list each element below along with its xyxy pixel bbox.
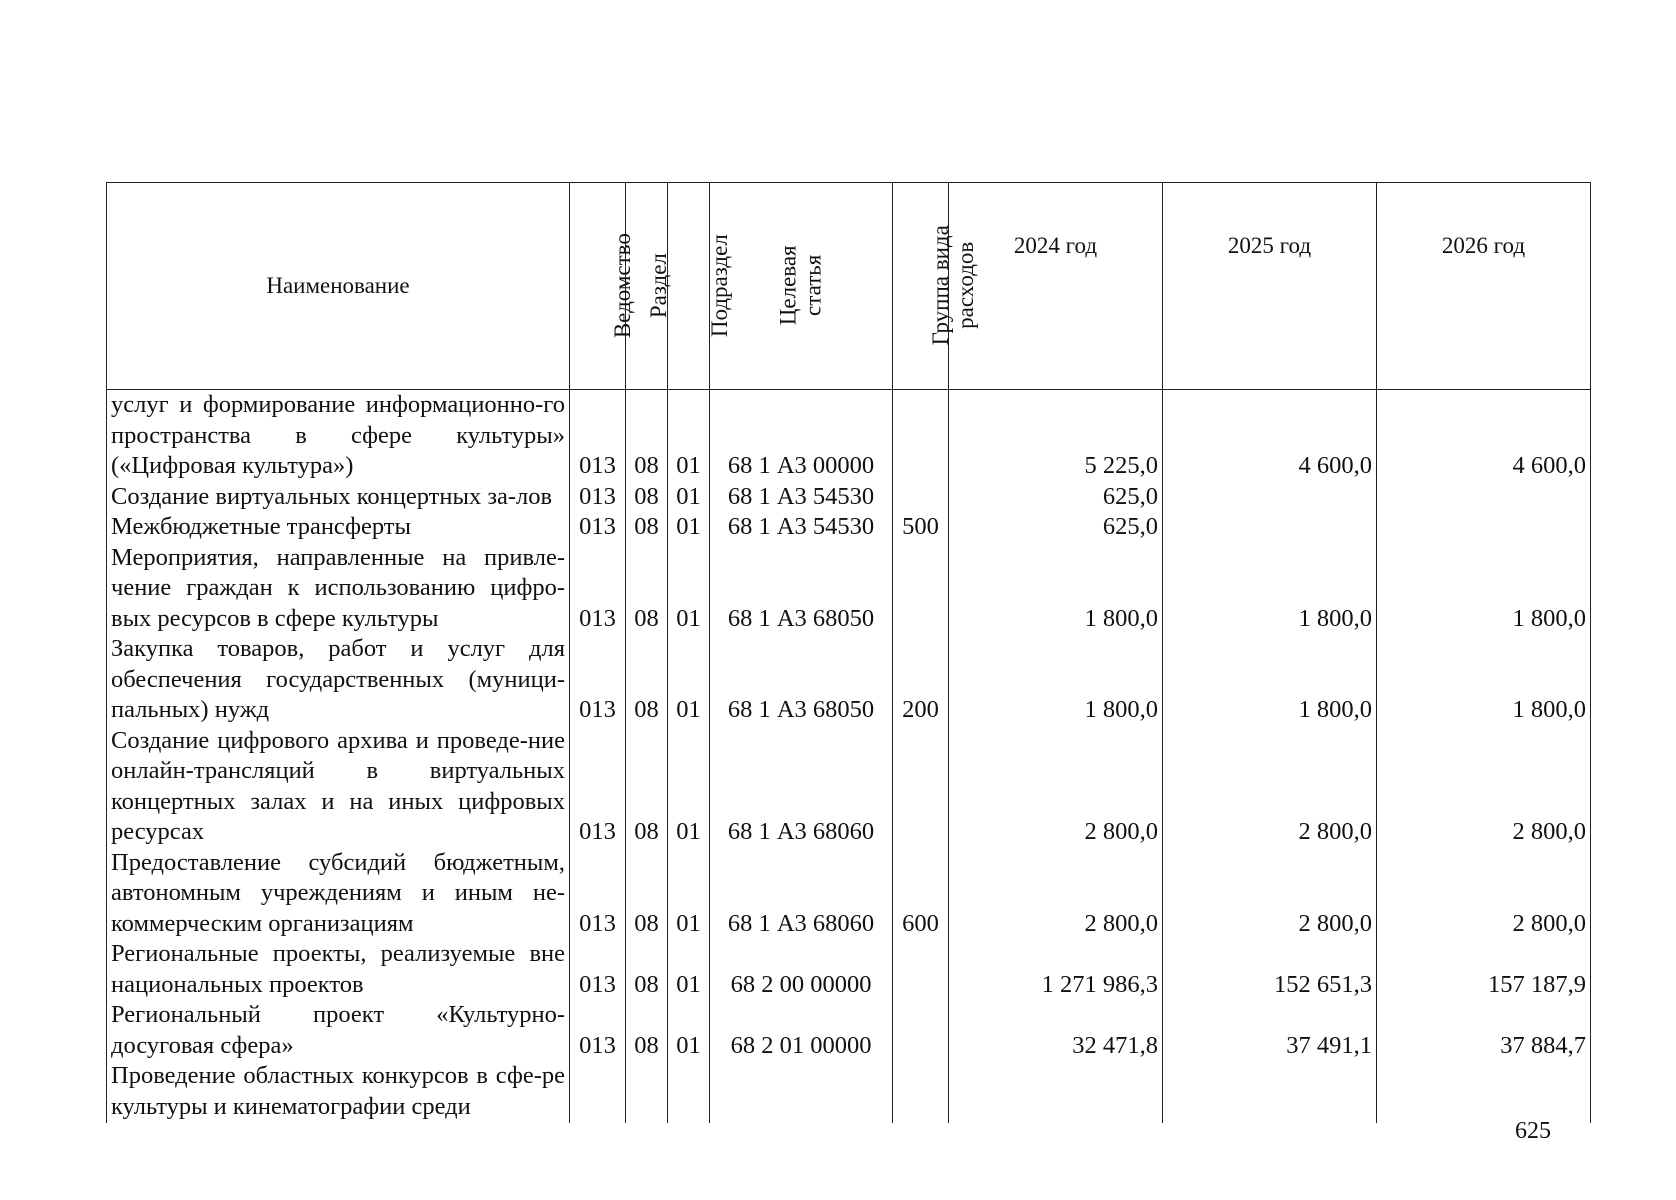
row-2026: 1 800,0	[1377, 634, 1591, 726]
row-2025	[1163, 512, 1377, 543]
row-name: Мероприятия, направленные на привле-чение граждан к использованию цифро-вых ресурсов в сфере культуры	[107, 543, 570, 635]
row-vedomstvo: 013	[570, 634, 626, 726]
header-tselevaya-statya: Целевая статья	[710, 183, 893, 390]
header-2026: 2026 год	[1377, 183, 1591, 390]
row-podrazdel: 01	[668, 848, 710, 940]
row-2024: 1 800,0	[949, 634, 1163, 726]
row-gruppa: 600	[893, 848, 949, 940]
row-tselevaya-statya: 68 1 А3 54530	[710, 512, 893, 543]
row-vedomstvo: 013	[570, 543, 626, 635]
table-row	[107, 512, 1591, 543]
row-2024	[949, 1061, 1163, 1123]
row-2025	[1163, 1061, 1377, 1123]
row-tselevaya-statya	[710, 1061, 893, 1123]
header-podrazdel: Подраздел	[668, 183, 710, 390]
row-2024: 625,0	[949, 482, 1163, 513]
row-name: Создание виртуальных концертных за-лов	[107, 482, 570, 513]
page-number: 625	[1515, 1118, 1551, 1144]
header-name: Наименование	[107, 183, 570, 390]
header-vedomstvo: Ведомство	[570, 183, 626, 390]
row-razdel	[626, 1061, 668, 1123]
row-podrazdel: 01	[668, 482, 710, 513]
row-2026: 2 800,0	[1377, 848, 1591, 940]
row-vedomstvo: 013	[570, 726, 626, 848]
row-2024: 1 271 986,3	[949, 939, 1163, 1000]
row-tselevaya-statya: 68 2 01 00000	[710, 1000, 893, 1061]
header-row	[107, 183, 1591, 390]
budget-table-sheet	[106, 182, 1590, 1123]
header-2025: 2025 год	[1163, 183, 1377, 390]
header-2024: 2024 год	[949, 183, 1163, 390]
row-gruppa	[893, 1061, 949, 1123]
row-2025: 1 800,0	[1163, 634, 1377, 726]
row-razdel: 08	[626, 848, 668, 940]
row-razdel: 08	[626, 634, 668, 726]
row-2026	[1377, 512, 1591, 543]
row-podrazdel: 01	[668, 512, 710, 543]
row-razdel: 08	[626, 726, 668, 848]
table-row	[107, 543, 1591, 635]
row-vedomstvo: 013	[570, 512, 626, 543]
row-name: Предоставление субсидий бюджетным, автономным учреждениям и иным не-коммерческим организациям	[107, 848, 570, 940]
row-podrazdel: 01	[668, 1000, 710, 1061]
row-name: Региональный проект «Культурно-досуговая сфера»	[107, 1000, 570, 1061]
row-gruppa	[893, 482, 949, 513]
row-2026	[1377, 482, 1591, 513]
row-gruppa	[893, 543, 949, 635]
row-name: Закупка товаров, работ и услуг для обеспечения государственных (муници-пальных) нужд	[107, 634, 570, 726]
budget-table	[106, 182, 1591, 1123]
row-2024: 1 800,0	[949, 543, 1163, 635]
row-razdel: 08	[626, 390, 668, 482]
row-razdel: 08	[626, 482, 668, 513]
header-gruppa-vida-raskhodov: Группа вида расходов	[893, 183, 949, 390]
row-vedomstvo: 013	[570, 390, 626, 482]
row-podrazdel	[668, 1061, 710, 1123]
row-vedomstvo: 013	[570, 939, 626, 1000]
row-2024: 5 225,0	[949, 390, 1163, 482]
row-2024: 2 800,0	[949, 848, 1163, 940]
row-2025: 152 651,3	[1163, 939, 1377, 1000]
row-vedomstvo: 013	[570, 848, 626, 940]
row-razdel: 08	[626, 939, 668, 1000]
header-razdel: Раздел	[626, 183, 668, 390]
row-gruppa: 200	[893, 634, 949, 726]
row-gruppa: 500	[893, 512, 949, 543]
table-row	[107, 848, 1591, 940]
row-tselevaya-statya: 68 1 А3 00000	[710, 390, 893, 482]
row-name: услуг и формирование информационно-го пространства в сфере культуры» («Цифровая культура»)	[107, 390, 570, 482]
table-row	[107, 939, 1591, 1000]
row-tselevaya-statya: 68 1 А3 68060	[710, 726, 893, 848]
row-name: Создание цифрового архива и проведе-ние онлайн-трансляций в виртуальных концертных залах и на иных цифровых ресурсах	[107, 726, 570, 848]
table-row	[107, 634, 1591, 726]
table-row	[107, 390, 1591, 482]
row-vedomstvo: 013	[570, 1000, 626, 1061]
row-razdel: 08	[626, 512, 668, 543]
row-2026	[1377, 1061, 1591, 1123]
row-tselevaya-statya: 68 1 А3 68060	[710, 848, 893, 940]
row-name: Проведение областных конкурсов в сфе-ре культуры и кинематографии среди	[107, 1061, 570, 1123]
row-podrazdel: 01	[668, 939, 710, 1000]
row-2025: 4 600,0	[1163, 390, 1377, 482]
row-podrazdel: 01	[668, 726, 710, 848]
row-podrazdel: 01	[668, 543, 710, 635]
row-vedomstvo: 013	[570, 482, 626, 513]
row-tselevaya-statya: 68 1 А3 54530	[710, 482, 893, 513]
row-2026: 2 800,0	[1377, 726, 1591, 848]
row-2026: 4 600,0	[1377, 390, 1591, 482]
row-tselevaya-statya: 68 1 А3 68050	[710, 634, 893, 726]
row-gruppa	[893, 390, 949, 482]
row-2024: 2 800,0	[949, 726, 1163, 848]
row-2025: 2 800,0	[1163, 848, 1377, 940]
table-row	[107, 482, 1591, 513]
row-2024: 32 471,8	[949, 1000, 1163, 1061]
row-gruppa	[893, 1000, 949, 1061]
row-podrazdel: 01	[668, 634, 710, 726]
table-row	[107, 1000, 1591, 1061]
row-2025: 37 491,1	[1163, 1000, 1377, 1061]
row-podrazdel: 01	[668, 390, 710, 482]
row-name: Межбюджетные трансферты	[107, 512, 570, 543]
row-razdel: 08	[626, 543, 668, 635]
row-2025	[1163, 482, 1377, 513]
row-razdel: 08	[626, 1000, 668, 1061]
row-vedomstvo	[570, 1061, 626, 1123]
row-name: Региональные проекты, реализуемые вне национальных проектов	[107, 939, 570, 1000]
table-row	[107, 726, 1591, 848]
row-gruppa	[893, 939, 949, 1000]
row-2024: 625,0	[949, 512, 1163, 543]
row-2025: 2 800,0	[1163, 726, 1377, 848]
row-2026: 37 884,7	[1377, 1000, 1591, 1061]
row-2026: 1 800,0	[1377, 543, 1591, 635]
row-tselevaya-statya: 68 1 А3 68050	[710, 543, 893, 635]
row-gruppa	[893, 726, 949, 848]
row-tselevaya-statya: 68 2 00 00000	[710, 939, 893, 1000]
row-2025: 1 800,0	[1163, 543, 1377, 635]
row-2026: 157 187,9	[1377, 939, 1591, 1000]
table-row	[107, 1061, 1591, 1123]
